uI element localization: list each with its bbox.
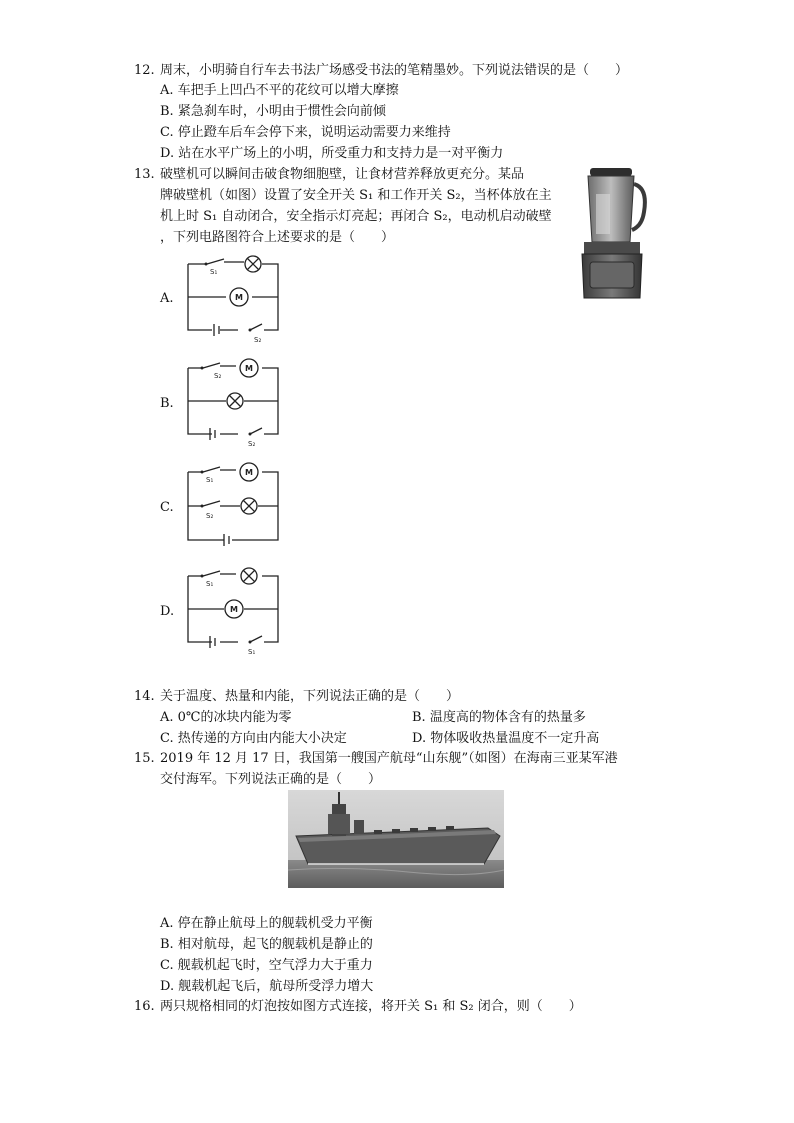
svg-text:M: M bbox=[245, 468, 253, 477]
question-14-option-c: C. 热传递的方向由内能大小决定 bbox=[160, 731, 347, 746]
question-12-stem: 周末，小明骑自行车去书法广场感受书法的笔精墨妙。下列说法错误的是（ ） bbox=[160, 63, 629, 78]
question-16-number: 16. bbox=[134, 999, 155, 1014]
aircraft-carrier-photo bbox=[288, 790, 504, 888]
svg-text:M: M bbox=[245, 364, 253, 373]
question-13-option-b-letter: B. bbox=[160, 396, 174, 411]
question-14-option-d: D. 物体吸收热量温度不一定升高 bbox=[412, 731, 600, 746]
question-13-stem-line-1: 破壁机可以瞬间击破食物细胞壁，让食材营养释放更充分。某品 bbox=[160, 167, 525, 182]
question-16-stem: 两只规格相同的灯泡按如图方式连接，将开关 S₁ 和 S₂ 闭合，则（ ） bbox=[160, 999, 582, 1014]
question-15-option-c: C. 舰载机起飞时，空气浮力大于重力 bbox=[160, 958, 373, 973]
question-12-number: 12. bbox=[134, 63, 155, 78]
switch-label: S₂ bbox=[206, 512, 214, 520]
question-12-option-b: B. 紧急刹车时，小明由于惯性会向前倾 bbox=[160, 104, 386, 119]
question-12-option-d: D. 站在水平广场上的小明，所受重力和支持力是一对平衡力 bbox=[160, 146, 504, 161]
question-14-option-a: A. 0℃的冰块内能为零 bbox=[160, 710, 292, 725]
switch-label: S₂ bbox=[254, 336, 262, 344]
circuit-diagram-b bbox=[180, 358, 284, 450]
circuit-diagram-c bbox=[180, 462, 284, 554]
question-13-option-d-letter: D. bbox=[160, 604, 175, 619]
switch-label: S₁ bbox=[206, 476, 214, 484]
motor-label: M bbox=[235, 293, 243, 302]
question-13-stem-line-3: 机上时 S₁ 自动闭合，安全指示灯亮起；再闭合 S₂，电动机启动破壁 bbox=[160, 209, 552, 224]
switch-label: S₁ bbox=[248, 648, 256, 656]
question-13-number: 13. bbox=[134, 167, 155, 182]
question-13-stem-line-4: ，下列电路图符合上述要求的是（ ） bbox=[160, 230, 395, 245]
question-12-option-a: A. 车把手上凹凸不平的花纹可以增大摩擦 bbox=[160, 83, 399, 98]
question-13-option-a-letter: A. bbox=[160, 291, 174, 306]
question-13-stem-line-2: 牌破壁机（如图）设置了安全开关 S₁ 和工作开关 S₂，当杯体放在主 bbox=[160, 188, 552, 203]
switch-label: S₂ bbox=[214, 372, 222, 380]
switch-label: S₁ bbox=[210, 268, 218, 276]
svg-text:M: M bbox=[230, 605, 238, 614]
question-15-option-a: A. 停在静止航母上的舰载机受力平衡 bbox=[160, 916, 373, 931]
question-12-option-c: C. 停止蹬车后车会停下来，说明运动需要力来维持 bbox=[160, 125, 451, 140]
question-15-option-d: D. 舰载机起飞后，航母所受浮力增大 bbox=[160, 979, 374, 994]
switch-label: S₁ bbox=[206, 580, 214, 588]
circuit-diagram-a bbox=[180, 254, 284, 346]
question-15-number: 15. bbox=[134, 751, 155, 766]
question-14-number: 14. bbox=[134, 689, 155, 704]
blender-illustration bbox=[576, 164, 650, 300]
question-14-option-b: B. 温度高的物体含有的热量多 bbox=[412, 710, 586, 725]
circuit-diagram-d bbox=[180, 566, 284, 658]
question-13-option-c-letter: C. bbox=[160, 500, 174, 515]
question-14-stem: 关于温度、热量和内能，下列说法正确的是（ ） bbox=[160, 689, 460, 704]
question-15-option-b: B. 相对航母，起飞的舰载机是静止的 bbox=[160, 937, 373, 952]
question-15-stem-line-2: 交付海军。下列说法正确的是（ ） bbox=[160, 772, 382, 787]
switch-label: S₂ bbox=[248, 440, 256, 448]
question-15-stem-line-1: 2019 年 12 月 17 日，我国第一艘国产航母“山东舰”（如图）在海南三亚某军港 bbox=[160, 751, 618, 766]
